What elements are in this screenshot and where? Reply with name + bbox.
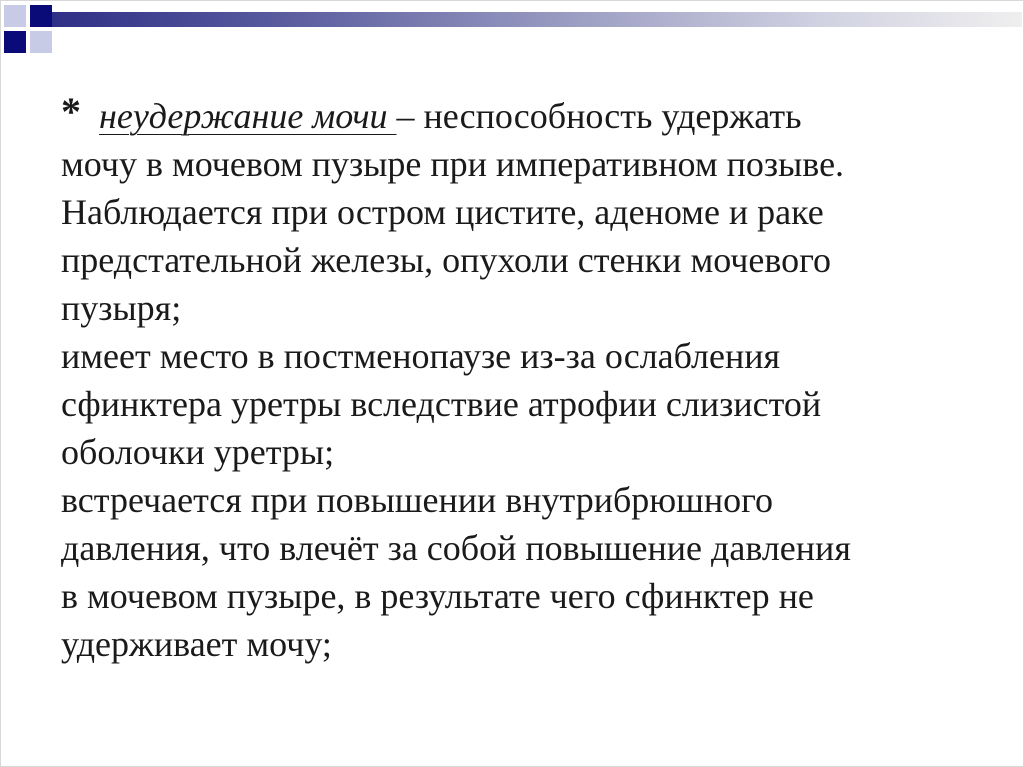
text-line: удерживает мочу; (61, 624, 332, 664)
text-line: Наблюдается при остром цистите, аденоме и раке (61, 192, 824, 232)
text-line: давления, что влечёт за собой повышение давления (61, 528, 851, 568)
text-line: имеет место в постменопаузе из-за ослабления (61, 336, 781, 376)
text-line: встречается при повышении внутрибрюшного (61, 480, 774, 520)
text-line: предстательной железы, опухоли стенки мочевого (61, 240, 831, 280)
decor-square (30, 5, 52, 27)
text-line-content: – неспособность удержать (396, 96, 802, 136)
decor-square (4, 31, 26, 53)
text-line: мочу в мочевом пузыре при императивном позыве. (61, 144, 845, 184)
decor-square (30, 31, 52, 53)
term-heading: неудержание мочи (99, 96, 397, 136)
decor-square (4, 5, 26, 27)
text-line: пузыря; (61, 288, 182, 328)
slide-body (61, 89, 981, 668)
text-line: оболочки уретры; (61, 432, 335, 472)
bullet-marker: * (61, 89, 81, 134)
text-line: сфинктера уретры вследствие атрофии слизистой (61, 384, 822, 424)
text-line (61, 89, 981, 140)
header-gradient-bar (52, 12, 1022, 27)
text-line: в мочевом пузыре, в результате чего сфинктер не (61, 576, 814, 616)
